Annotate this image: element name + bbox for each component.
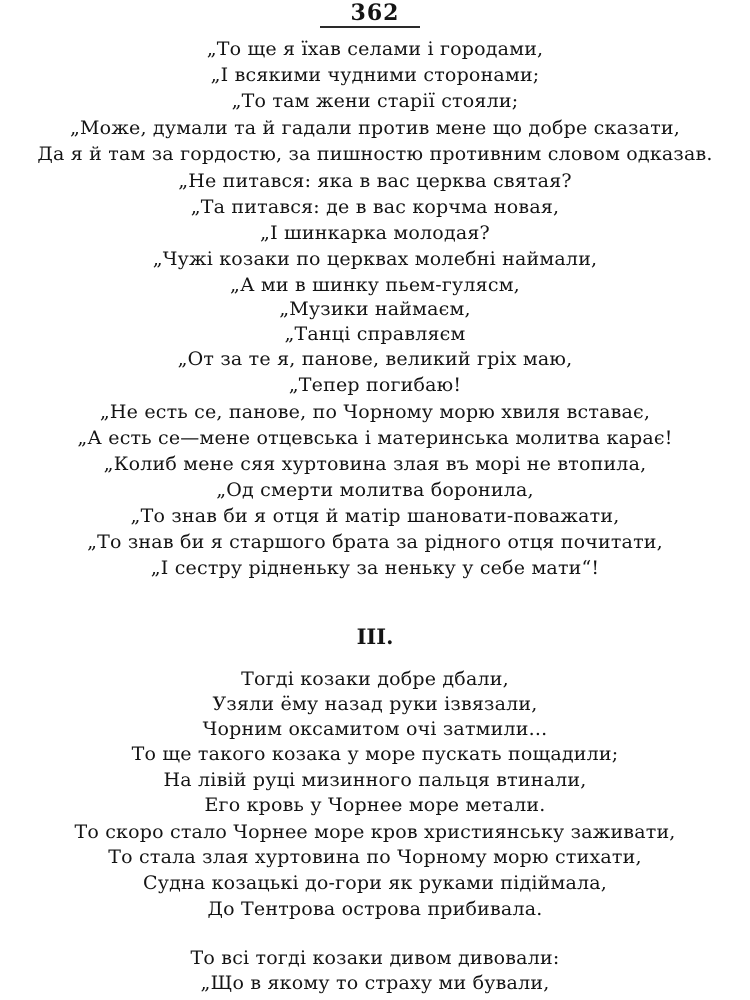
page-number-rule [320,26,420,28]
verse-line: „Музики наймаєм, [279,298,471,320]
verse-line: „То ще я їхав селами і городами, [206,38,544,60]
verse-line: То стала злая хуртовина по Чорному морю стихати, [108,846,642,868]
verse-line: Его кровь у Чорнее море метали. [204,794,546,816]
verse-line: Да я й там за гордостю, за пишностю противним словом одказав. [37,143,713,165]
section-heading: III. [356,624,394,649]
verse-line: Чорним оксамитом очі затмили... [202,718,548,740]
verse-line: „Не есть се, панове, по Чорному морю хвиля вставає, [99,401,651,423]
verse-line: До Тентрова острова прибивала. [207,898,543,920]
verse-line: „І сестру рідненьку за неньку у себе мати“! [150,557,600,579]
verse-line: „Танці справляєм [284,323,466,345]
verse-line: „І шинкарка молодая? [260,222,490,244]
verse-line: „Що в якому то страху ми бували, [200,972,550,994]
verse-line: „І всякими чудними сторонами; [210,64,540,86]
verse-line: „То знав би я отця й матір шановати-поважати, [130,505,620,527]
verse-line: „Може, думали та й гадали против мене що добре сказати, [69,117,681,139]
verse-line: Тогді козаки добре дбали, [241,668,509,690]
verse-line: „То знав би я старшого брата за рідного отця почитати, [87,531,663,553]
verse-line: „Чужі козаки по церквах молебні наймали, [152,248,598,270]
verse-line: Судна козацькі до-гори як руками підіймала, [142,872,608,894]
verse-line: „От за те я, панове, великий гріх маю, [177,348,573,370]
verse-line: „А есть се—мене отцевська і материнська молитва карає! [77,427,673,449]
verse-line: То всі тогді козаки дивом дивовали: [190,947,560,969]
verse-line: „А ми в шинку пьем-гулясм, [230,274,520,296]
verse-line: „Не питався: яка в вас церква святая? [178,170,572,192]
verse-line: То ще такого козака у море пускать пощадили; [131,743,619,765]
verse-line: „То там жени старії стояли; [231,90,519,112]
verse-line: То скоро стало Чорнее море кров християнську заживати, [74,821,676,843]
verse-line: „Од смерти молитва боронила, [216,479,534,501]
verse-line: „Тепер погибаю! [288,374,462,396]
verse-line: „Колиб мене сяя хуртовина злая въ морі не втопила, [103,453,647,475]
page-number: 362 [350,0,400,26]
verse-line: „Та питався: де в вас корчма новая, [190,196,560,218]
verse-line: На лівій руці мизинного пальця втинали, [163,769,587,791]
verse-line: Узяли ёму назад руки ізвязали, [212,693,538,715]
